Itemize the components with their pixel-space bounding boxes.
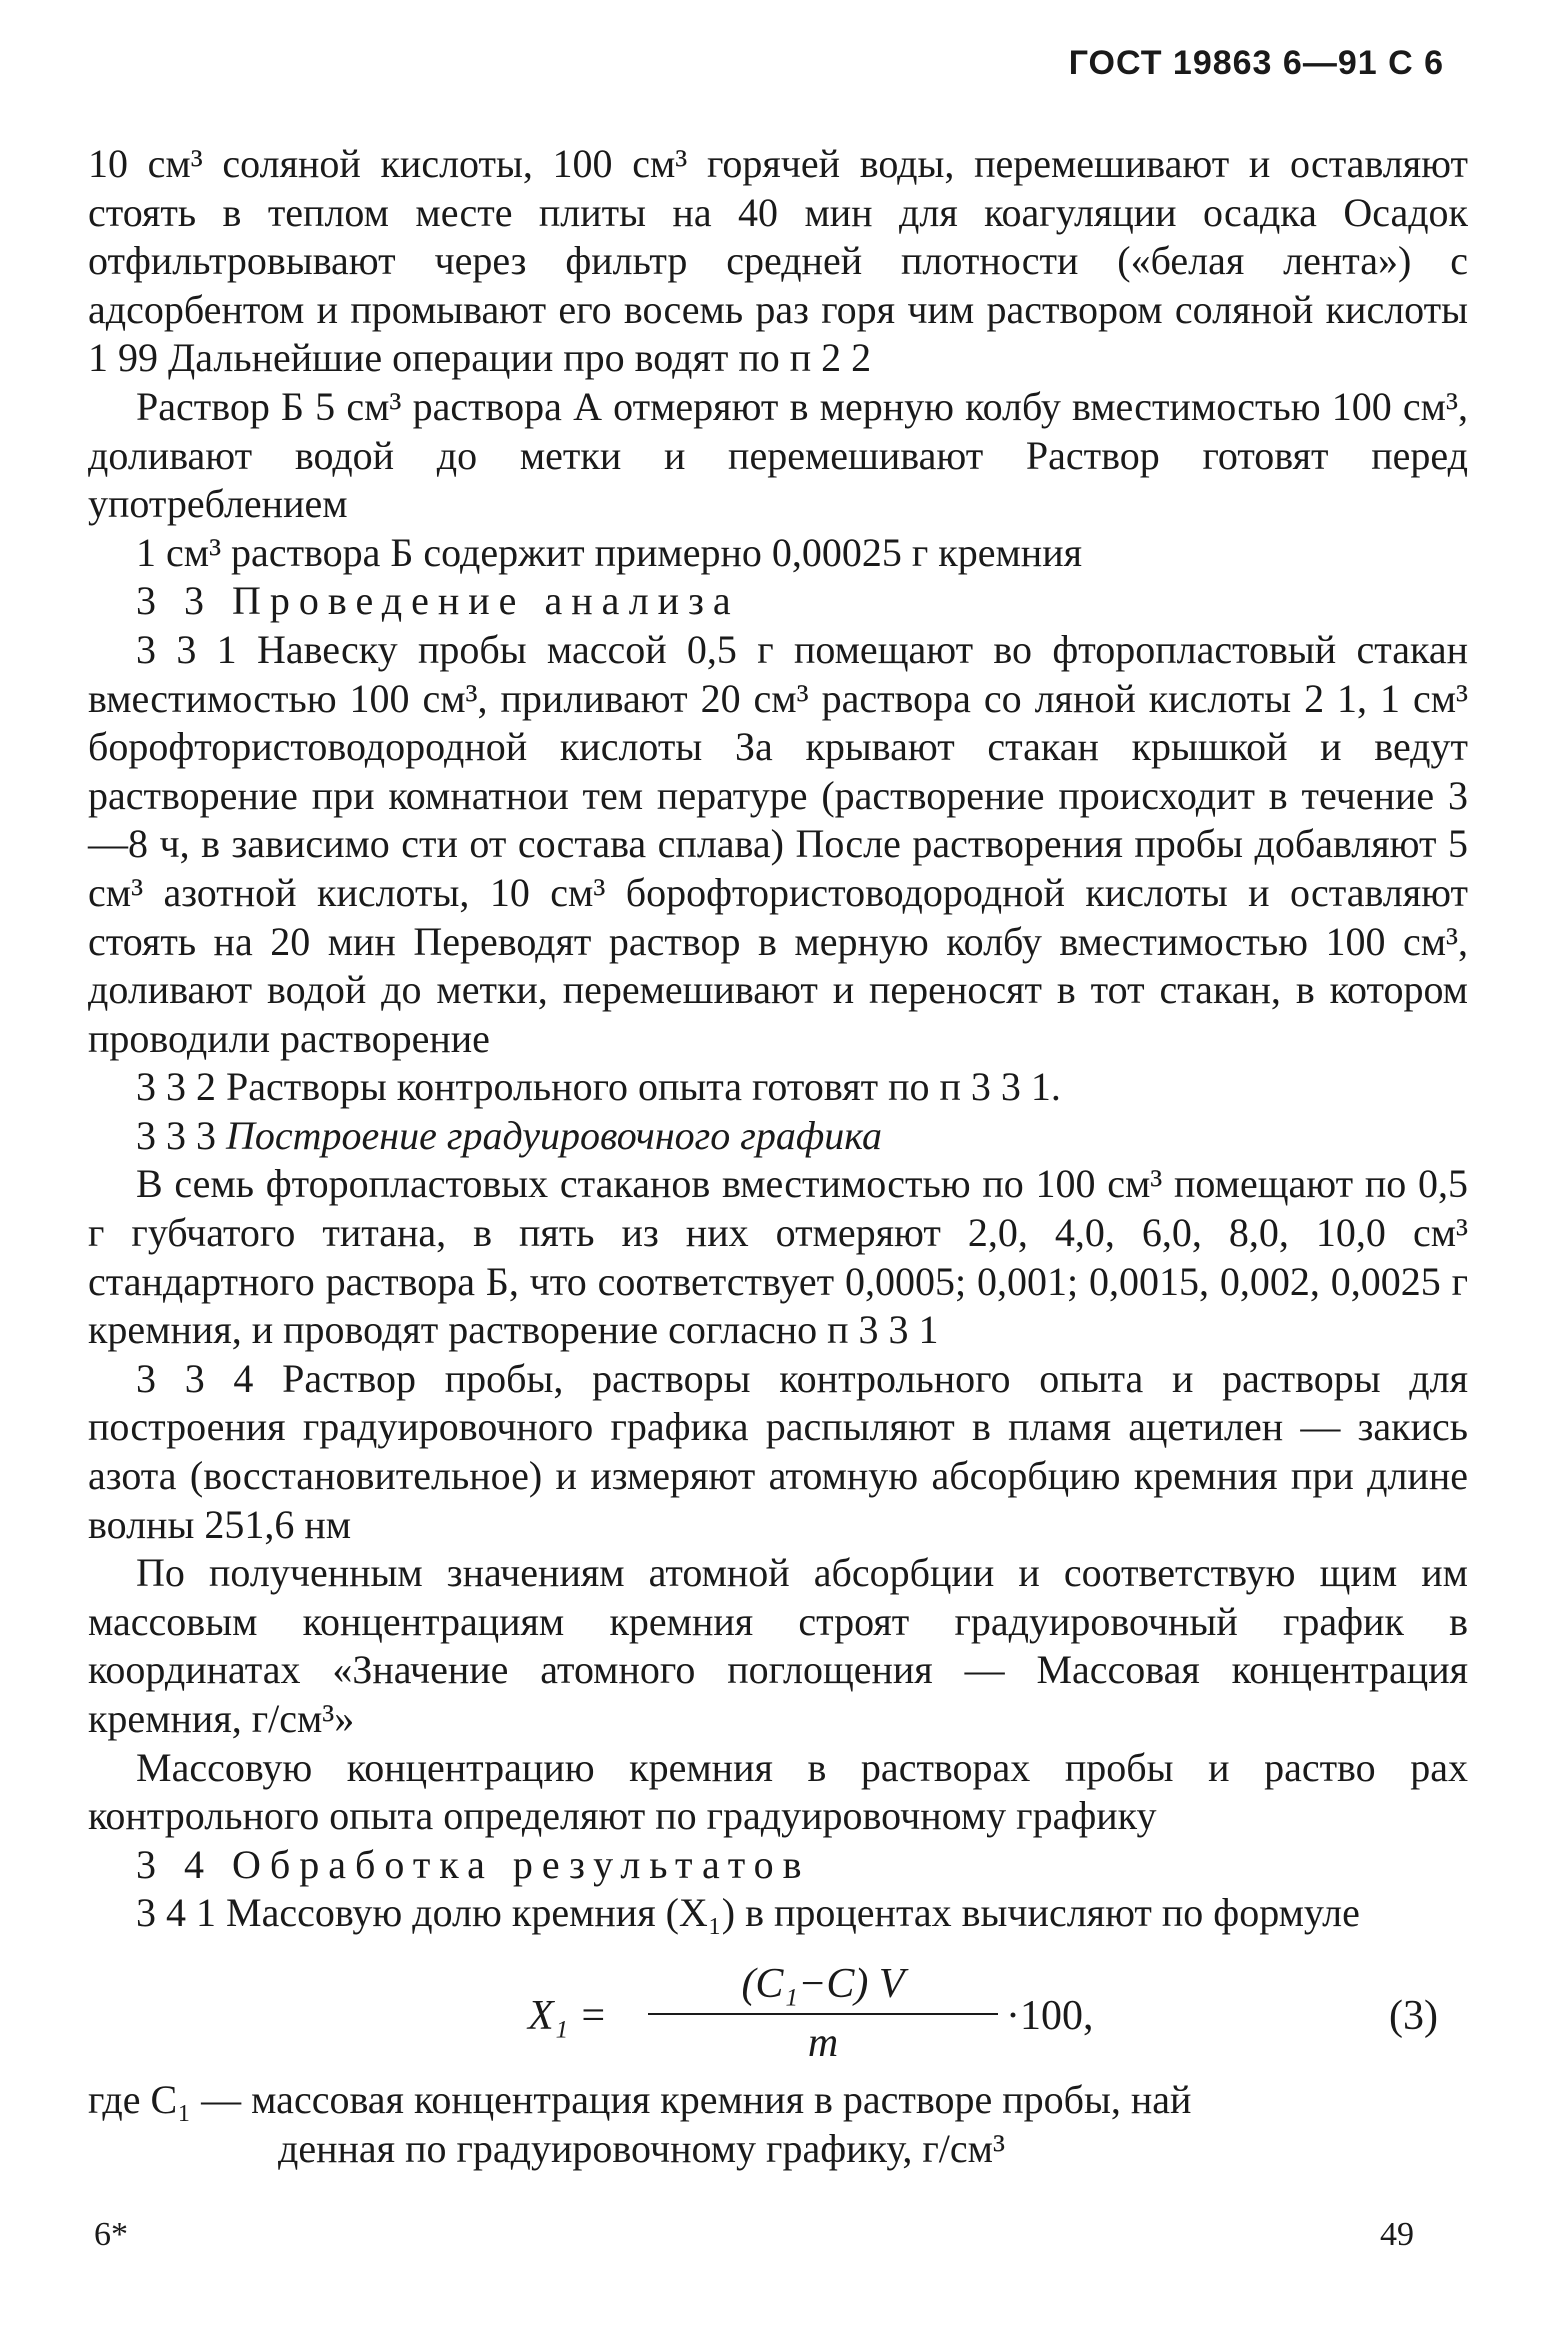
section-heading: 3 3 Проведение анализа <box>136 578 740 624</box>
paragraph: 3 4 1 Массовую долю кремния (X₁) в процентах вычисляют по формуле <box>136 1890 1360 1936</box>
formula <box>88 1952 1468 2072</box>
formula-lhs: X₁ = <box>528 1992 608 2039</box>
paragraph: 3 3 2 Растворы контрольного опыта готовят по п 3 3 1. <box>136 1064 1061 1110</box>
legend-line: денная по градуировочному графику, г/см³ <box>278 2125 1005 2171</box>
document-body <box>88 140 1468 2173</box>
paragraph: 3 3 1 Навеску пробы массой 0,5 г помещают во фторопластовый стакан вместимостью 100 см³, приливают 20 см³ раствора со ляной кислоты 2 1, 1 см³ борофтористоводородной кислоты За крывают стакан крышкой и ведут растворение при комнатнои тем пературе (растворение происходит в течение 3—8 ч, в зависимо сти от состава сплава) После растворения пробы добавляют 5 см³ азотной кислоты, 10 см³ борофтористоводородной кислоты и оставляют стоять на 20 мин Переводят раствор в мерную колбу вместимостью 100 см³, доливают водой до метки, перемешивают и переносят в тот стакан, в котором проводили растворение <box>88 626 1468 1061</box>
paragraph: 3 3 4 Раствор пробы, растворы контрольного опыта и растворы для построения градуировочного графика распыляют в пламя ацетилен — закись азота (восстановительное) и измеряют атомную абсорбцию кремния при длине волны 251,6 нм <box>88 1355 1468 1547</box>
paragraph: Раствор Б 5 см³ раствора А отмеряют в мерную колбу вместимостью 100 см³, доливают водой до метки и перемешивают Раствор готовят перед употреблением <box>88 383 1468 527</box>
subsection-number: 3 3 3 <box>136 1112 216 1158</box>
page-header: ГОСТ 19863 6—91 С 6 <box>1068 44 1444 82</box>
subsection-title: Построение градуировочного графика <box>226 1112 882 1158</box>
formula-fraction <box>648 1960 998 2067</box>
legend-line: где C₁ — массовая концентрация кремния в растворе пробы, най <box>88 2076 1192 2122</box>
section-heading: 3 4 Обработка результатов <box>136 1841 811 1887</box>
formula-numerator: (C₁−C) V <box>648 1960 998 2015</box>
paragraph: 1 см³ раствора Б содержит примерно 0,00025 г кремния <box>136 529 1083 575</box>
formula-legend <box>88 2076 1468 2173</box>
formula-denominator: m <box>807 2019 839 2066</box>
page-number: 49 <box>1380 2216 1414 2253</box>
formula-multiplier: ·100, <box>1006 1992 1094 2039</box>
formula-number: (3) <box>1389 1992 1438 2039</box>
footer-signature: 6* <box>94 2216 128 2253</box>
paragraph: 10 см³ соляной кислоты, 100 см³ горячей воды, перемешивают и оставляют стоять в теплом месте плиты на 40 мин для коагуляции осадка Осадок отфильтровывают через фильтр средней плотности («белая лента») с адсорбентом и промывают его восемь раз горя чим раствором соляной кислоты 1 99 Дальнейшие операции про водят по п 2 2 <box>88 141 1468 381</box>
paragraph: По полученным значениям атомной абсорбции и соответствую щим им массовым концентрациям кремния строят градуировочный график в координатах «Значение атомного поглощения — Массовая концентрация кремния, г/см³» <box>88 1550 1468 1741</box>
paragraph: В семь фторопластовых стаканов вместимостью по 100 см³ помещают по 0,5 г губчатого титана, в пять из них отмеряют 2,0, 4,0, 6,0, 8,0, 10,0 см³ стандартного раствора Б, что соответствует 0,0005; 0,001; 0,0015, 0,002, 0,0025 г кремния, и проводят растворение согласно п 3 3 1 <box>88 1161 1468 1353</box>
paragraph: Массовую концентрацию кремния в растворах пробы и раство рах контрольного опыта определяют по градуировочному графику <box>88 1744 1468 1839</box>
subsection-heading <box>88 1112 1468 1161</box>
